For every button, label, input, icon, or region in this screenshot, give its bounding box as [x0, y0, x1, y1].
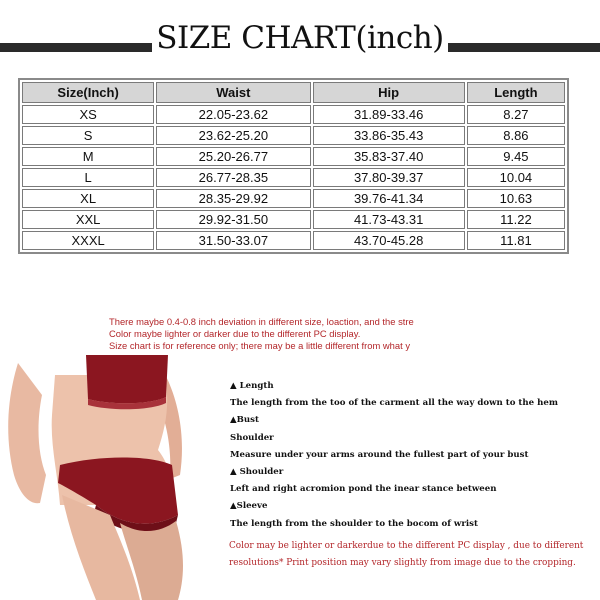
table-row	[22, 168, 565, 187]
guide-shoulder-desc: Left and right acromion pond the inear stance between	[230, 484, 497, 495]
guide-length-desc: The length from the too of the carment all the way down to the hem	[230, 398, 558, 409]
footer-disclaimer	[229, 538, 589, 572]
guide-bust-heading: ▲Bust	[230, 415, 259, 426]
cell-hip: 31.89-33.46	[313, 105, 465, 124]
cell-length: 9.45	[467, 147, 565, 166]
cell-hip: 33.86-35.43	[313, 126, 465, 145]
cell-length: 8.27	[467, 105, 565, 124]
header-hip: Hip	[313, 82, 465, 103]
disclaimer-notes	[109, 316, 431, 352]
cell-size: M	[22, 147, 154, 166]
cell-hip: 41.73-43.31	[313, 210, 465, 229]
table-row	[22, 105, 565, 124]
cell-hip: 43.70-45.28	[313, 231, 465, 250]
note-line: Color maybe lighter or darker due to the different PC display.	[109, 328, 361, 339]
cell-hip: 37.80-39.37	[313, 168, 465, 187]
table-row	[22, 126, 565, 145]
cell-size: XXL	[22, 210, 154, 229]
page-title: SIZE CHART(inch)	[0, 18, 600, 58]
cell-size: XL	[22, 189, 154, 208]
footer-line: Color may be lighter or darkerdue to the different PC display , due to different	[229, 541, 584, 551]
guide-sleeve-heading: ▲Sleeve	[230, 501, 268, 512]
cell-hip: 35.83-37.40	[313, 147, 465, 166]
cell-length: 10.63	[467, 189, 565, 208]
table-row	[22, 231, 565, 250]
guide-shoulder-heading: ▲ Shoulder	[230, 466, 284, 477]
cell-waist: 22.05-23.62	[156, 105, 310, 124]
guide-shoulder-label: Shoulder	[230, 432, 274, 443]
measurement-guide	[230, 380, 570, 535]
header-length: Length	[467, 82, 565, 103]
cell-length: 11.81	[467, 231, 565, 250]
note-line: There maybe 0.4-0.8 inch deviation in different size, loaction, and the stre	[109, 316, 414, 327]
cell-waist: 28.35-29.92	[156, 189, 310, 208]
cell-length: 8.86	[467, 126, 565, 145]
cell-waist: 26.77-28.35	[156, 168, 310, 187]
title-block	[0, 14, 600, 58]
table-row	[22, 189, 565, 208]
header-waist: Waist	[156, 82, 310, 103]
note-line: Size chart is for reference only; there may be a little different from what y	[109, 340, 411, 351]
cell-length: 10.04	[467, 168, 565, 187]
cell-length: 11.22	[467, 210, 565, 229]
table-row	[22, 147, 565, 166]
model-photo	[0, 355, 230, 600]
cell-waist: 29.92-31.50	[156, 210, 310, 229]
cell-size: XXXL	[22, 231, 154, 250]
guide-sleeve-desc: The length from the shoulder to the bocom of wrist	[230, 518, 478, 529]
table-row	[22, 210, 565, 229]
cell-size: XS	[22, 105, 154, 124]
cell-hip: 39.76-41.34	[313, 189, 465, 208]
table-header-row	[22, 82, 565, 103]
cell-waist: 23.62-25.20	[156, 126, 310, 145]
cell-size: L	[22, 168, 154, 187]
size-chart-table	[18, 78, 569, 254]
footer-line: resolutions* Print position may vary slightly from image due to the cropping.	[229, 558, 576, 568]
cell-size: S	[22, 126, 154, 145]
cell-waist: 31.50-33.07	[156, 231, 310, 250]
cell-waist: 25.20-26.77	[156, 147, 310, 166]
header-size: Size(Inch)	[22, 82, 154, 103]
guide-length-heading: ▲ Length	[230, 381, 274, 391]
guide-bust-desc: Measure under your arms around the fullest part of your bust	[230, 449, 529, 460]
